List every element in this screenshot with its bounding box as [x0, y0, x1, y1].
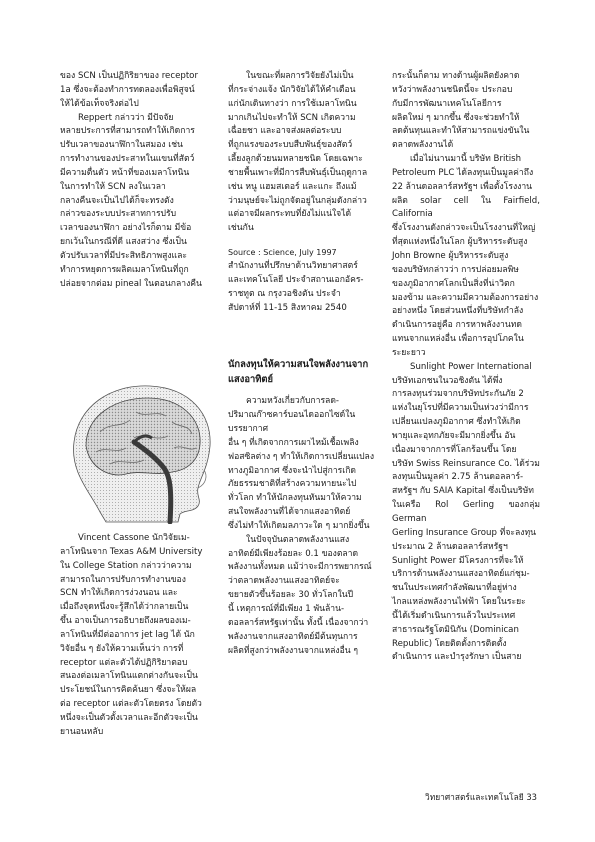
text-line: Sunlight Power มีโครงการที่จะให้ [392, 555, 524, 566]
text-line: ว่าตลาดพลังงานแสงอาทิตย์จะ [228, 576, 340, 587]
text-line: ในการทำให้ SCN ลงในเวลา [60, 181, 166, 192]
text-line: หนึ่งจะเป็นตัวตั้งเวลาและอีกตัวจะเป็น [60, 712, 198, 723]
text-line: ในเครือ Rol Gerling ของกลุ่ม German [392, 500, 540, 524]
text-line: พลังงานทั้งหมด แม้ว่าจะมีการพยากรณ์ [228, 562, 372, 573]
text-line: แต่อาจมีผลกระทบที่ยังไม่แน่ใจได้ [228, 209, 352, 220]
text-line: ซึ่งโรงงานดังกล่าวจะเป็นโรงงานที่ใหญ่ [392, 223, 536, 234]
col3-sunlight-paragraph [392, 361, 540, 666]
text-line: ฟอสซิลต่าง ๆ ทำให้เกิดการเปลี่ยนแปลง [228, 451, 375, 462]
text-line: บริการด้านพลังงานแสงอาทิตย์แก่ชุม- [392, 569, 530, 580]
text-line: ขึ้น อาจเป็นการอธิบายถึงผลของเม- [60, 616, 191, 627]
text-line: แห่งในยุโรปที่มีความเป็นห่วงว่ามีการ [392, 403, 529, 414]
text-line: ตัวปรับเวลาที่มีประสิทธิภาพสูงและ [60, 250, 187, 261]
text-line: เปลี่ยนแปลงภูมิอากาศ ซึ่งทำให้เกิด [392, 417, 521, 428]
text-line: ใน College Station กล่าวว่าความ [60, 560, 192, 571]
text-line: นี้ เหตุการณ์ที่มีเพียง 1 พันล้าน- [228, 604, 345, 614]
column-left [60, 70, 220, 292]
text-line: ดอลลาร์สหรัฐเท่านั้น ทั้งนี้ เนื่องจากว่า [228, 617, 369, 628]
text-line: ผลิตใหม่ ๆ มากขึ้น ซึ่งจะช่วยทำให้ [392, 112, 520, 123]
text-line: การทำงานของประสาทในแขนที่สัตว์ [60, 154, 195, 165]
text-line: ภัยธรรมชาติที่สร้างความหายนะไป [228, 479, 357, 490]
text-line: กับมีการพัฒนาเทคโนโลยีการ [392, 98, 502, 109]
text-line: เวลาของนาฬิกา อย่างไรก็ตาม มีข้อ [60, 223, 192, 234]
text-line: เลี้ยงลูกด้วยนมหลายชนิด โดยเฉพาะ [228, 154, 363, 165]
text-line: กระนั้นก็ตาม ทางด้านผู้ผลิตยังคาด [392, 71, 520, 81]
text-line: Petroleum PLC ได้ลงทุนเป็นมูลค่าถึง [392, 167, 534, 178]
text-line: ของบริษัทกล่าวว่า การปล่อยมลพิษ [392, 264, 519, 275]
text-line: ลดต้นทุนและทำให้สามารถแข่งขันใน [392, 126, 530, 137]
column-left-continued [60, 532, 220, 740]
text-line: ของภูมิอากาศโลกเป็นสิ่งที่น่าวิตก [392, 278, 515, 289]
text-line: ว่ามนุษย์จะไม่ถูกจัดอยู่ในกลุ่มดังกล่าว [228, 195, 367, 206]
text-line: กล่าวของระบบประสาทการปรับ [60, 209, 177, 220]
text-line: กลางคืนจะเป็นไปได้ก็จะทรงตัง [60, 195, 174, 206]
column-right [392, 70, 540, 665]
text-line: เมื่อถึงจุดหนึ่งจะรู้สึกได้ว่ากลายเป็น [60, 602, 189, 613]
text-line: ความหวังเกี่ยวกับการลด- [246, 396, 340, 407]
page-footer: วิทยาศาสตร์และเทคโนโลยี 33 [425, 792, 537, 802]
text-line: ผลิต solar cell ใน Fairfield, California [392, 195, 540, 220]
text-line: Reppert กล่าวว่า มีปัจจัย [78, 112, 174, 123]
heading-line: แสงอาทิตย์ [228, 374, 273, 386]
text-line: นี้ได้เริ่มดำเนินการแล้วในประเทศ [392, 610, 516, 621]
text-line: การลงทุนร่วมจากบริษัทประกันภัย 2 [392, 389, 524, 400]
text-line: ยกเว้นในกรณีที่ดี แสงสว่าง ซึ่งเป็น [60, 237, 187, 248]
text-line: ปรับเวลาของนาฬิกาในสมอง เช่น [60, 140, 183, 151]
text-line: เนื่องมาจากการที่โลกร้อนขึ้น โดย [392, 444, 517, 455]
col1-top-paragraph [60, 70, 220, 112]
text-line: Vincent Cassone นักวิจัยเม- [78, 533, 190, 543]
col3-bp-paragraph [392, 153, 540, 361]
text-line: พายุและอุทกภัยจะมีมากยิ่งขึ้น อัน [392, 430, 516, 441]
col3-top-paragraph [392, 70, 540, 153]
text-line: ชายพื้นเพาะที่มีการสืบพันธุ์เป็นฤดูกาล [228, 167, 368, 178]
text-line: เช่นกัน [228, 223, 254, 234]
text-line: ซึ่งไม่ทำให้เกิดมลภาวะใด ๆ มากยิ่งขึ้น [228, 520, 370, 531]
text-line: ผลิตที่สูงกว่าพลังงานจากแหล่งอื่น ๆ [228, 645, 358, 656]
text-line: และเทคโนโลยี ประจำสถานเอกอัคร- [228, 274, 364, 285]
text-line: ในปัจจุบันตลาดพลังงานแสง [246, 534, 350, 545]
col1-reppert-paragraph [60, 112, 220, 292]
text-line: ที่สุดแห่งหนึ่งในโลก ผู้บริหารระดับสูง [392, 237, 528, 248]
text-line: Gerling Insurance Group ที่จะลงทุน [392, 527, 536, 538]
text-line: สนใจพลังงานที่ได้จากแสงอาทิตย์ [228, 507, 351, 518]
text-line: อาทิตย์มีเพียงร้อยละ 0.1 ของตลาด [228, 548, 359, 559]
text-line: ในขณะที่ผลการวิจัยยังไม่เป็น [246, 71, 354, 81]
text-line: ของ SCN เป็นปฏิกิริยาของ receptor [60, 71, 198, 81]
text-line: สัปดาห์ที่ 11-15 สิงหาคม 2540 [228, 302, 347, 313]
text-line: แทนจากแหล่งอื่น เพื่อการอุปโภคใน [392, 334, 524, 345]
text-line: ทางภูมิอากาศ ซึ่งจะนำไปสู่การเกิด [228, 465, 356, 476]
text-line: ทำการหยุดการผลิตเมลาโทนินที่ถูก [60, 264, 189, 275]
text-line: มีความตื่นตัว หน้าที่ของเมลาโทนิน [60, 167, 190, 178]
text-line: ปริมาณก๊าซคาร์บอนไดออกไซด์ในบรรยากาศ [228, 410, 356, 435]
column-middle [228, 70, 376, 658]
brain-head-figure [60, 372, 220, 524]
text-line: เฉื่อยชา และอาจส่งผลต่อระบบ [228, 126, 342, 137]
text-line: ที่ถูกแรงของระบบสืบพันธุ์ของสัตว์ [228, 140, 353, 151]
text-line: ให้ได้ข้อเท็จจริงต่อไป [60, 98, 139, 109]
text-line: ดำเนินการอยู่คือ การหาพลังงานทด [392, 320, 522, 331]
text-line: สามารถในการปรับการทำงานของ [60, 574, 186, 585]
text-line: เมื่อไม่นานมานี้ บริษัท British [410, 154, 522, 165]
text-line: Republic) โดยติดตั้งการติดตั้ง [392, 638, 507, 649]
text-line: อย่างหนึ่ง โดยส่วนหนึ่งที่บริษัทกำลัง [392, 306, 524, 317]
text-line: ทั่วโลก ทำให้นักลงทุนหันมาให้ความ [228, 493, 362, 504]
col1-vincent-paragraph [60, 532, 220, 740]
text-line: สนองต่อเมลาโทนินแตกต่างกันจะเป็น [60, 671, 198, 682]
text-line: SCN ทำให้เกิดการง่วงนอน และ [60, 588, 178, 599]
text-line: สำนักงานที่ปรึกษาด้านวิทยาศาสตร์ [228, 260, 358, 271]
text-line: ประมาณ 2 ล้านดอลลาร์สหรัฐฯ [392, 541, 508, 552]
text-line: ดำเนินการ และบำรุงรักษา เป็นสาย [392, 652, 522, 663]
text-line: ราชทูต ณ กรุงวอชิงตัน ประจำ [228, 288, 341, 299]
text-line: 22 ล้านดอลลาร์สหรัฐฯ เพื่อตั้งโรงงาน [392, 181, 533, 192]
text-line: receptor แต่ละตัวได้ปฏิกิริยาตอบ [60, 657, 188, 668]
text-line: ระยะยาว [392, 347, 426, 358]
text-line: ยานอนหลับ [60, 726, 104, 737]
col2-top-paragraph [228, 70, 376, 236]
text-line: มองข้าม และความมีความต้องการอย่าง [392, 292, 539, 303]
text-line: ต่อ receptor แต่ละตัวโดยตรง โดยตัว [60, 699, 202, 710]
text-line: Sunlight Power International [410, 361, 532, 372]
source-citation: Source : Science, July 1997 [228, 248, 337, 258]
brain-head-illustration-icon [60, 372, 220, 524]
text-line: ปล่อยจากต่อม pineal ในตอนกลางคืน [60, 278, 202, 289]
text-line: เช่น หนู แฮมสเตอร์ และแกะ ถึงแม้ [228, 181, 357, 192]
text-line: ลงทุนเป็นมูลค่า 2.75 ล้านดอลลาร์- [392, 472, 524, 483]
text-line: 1a ซึ่งจะต้องทำการทดลองเพื่อพิสูจน์ [60, 84, 195, 95]
text-line: ลาโทนินที่มีต่ออาการ jet lag ได้ นัก [60, 629, 195, 640]
text-line: John Browne ผู้บริหารระดับสูง [392, 250, 509, 261]
text-line: สหรัฐฯ กับ SAIA Kapital ซึ่งเป็นบริษัท [392, 486, 534, 497]
text-line: ขยายตัวขึ้นร้อยละ 30 ทั่วโลกในปี [228, 590, 354, 601]
text-line: แก่นักเดินทางว่า การใช้เมลาโทนิน [228, 98, 357, 109]
text-line: ตลาดพลังงานได้ [392, 140, 454, 151]
text-line: วิจัยอื่น ๆ ยังให้ความเห็นว่า การที่ [60, 643, 184, 654]
text-line: ประโยชน์ในการคิดค้นยา ซึ่งจะให้ผล [60, 685, 197, 696]
text-line: ไกลแหล่งพลังงานไฟฟ้า โดยในระยะ [392, 597, 526, 608]
text-line: ลาโทนินจาก Texas A&M University [60, 546, 203, 557]
article-heading [228, 357, 376, 387]
text-line: พลังงานจากแสงอาทิตย์มีต้นทุนการ [228, 631, 358, 642]
text-line: ที่กระจ่างแจ้ง นักวิจัยได้ให้คำเตือน [228, 84, 356, 95]
credit-block [228, 260, 376, 315]
text-line: บริษัทเอกชนในวอชิงตัน ได้พึ่ง [392, 375, 503, 386]
text-line: หวังว่าพลังงานชนิดนี้จะ ประกอบ [392, 84, 513, 95]
text-line: อื่น ๆ ที่เกิดจากการเผาไหม้เชื้อเพลิง [228, 437, 359, 448]
text-line: ชนในประเทศกำลังพัฒนาที่อยู่ห่าง [392, 583, 517, 594]
text-line: สาธารณรัฐโดมินิกัน (Dominican [392, 624, 519, 635]
text-line: หลายประการที่สามารถทำให้เกิดการ [60, 126, 195, 137]
heading-line: นักลงทุนให้ความสนใจพลังงานจาก [228, 359, 369, 371]
col2-article-paragraph [228, 395, 376, 658]
text-line: บริษัท Swiss Reinsurance Co. ได้ร่วม [392, 458, 540, 469]
text-line: มากเกินไปจะทำให้ SCN เกิดความ [228, 112, 356, 123]
